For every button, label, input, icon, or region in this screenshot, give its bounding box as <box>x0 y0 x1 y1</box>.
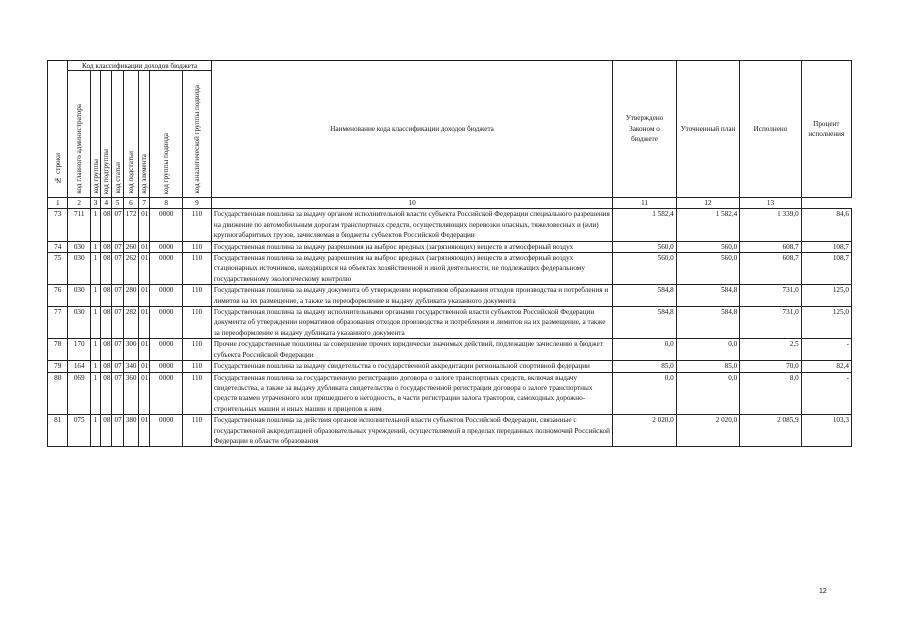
subgroup-code: 08 <box>101 285 112 307</box>
analytic-group-code: 110 <box>183 307 212 339</box>
group-code: 1 <box>90 209 100 241</box>
table-row <box>48 372 852 415</box>
header-executed: Исполнено <box>740 61 801 198</box>
subgroup-code: 08 <box>101 372 112 415</box>
executed-amount: 70,0 <box>740 361 801 372</box>
subarticle-code: 172 <box>123 209 138 241</box>
column-numbers-row <box>48 198 852 209</box>
executed-amount: 8,0 <box>740 372 801 415</box>
column-number: 7 <box>139 198 150 209</box>
analytic-group-code: 110 <box>183 339 212 361</box>
column-number: 8 <box>150 198 183 209</box>
admin-code: 030 <box>68 307 91 339</box>
refined-amount: 560,0 <box>676 253 739 285</box>
header-code-subarticle: код подстатьи <box>123 71 138 198</box>
article-code: 07 <box>112 241 123 252</box>
header-code-subgroup: код подгруппы <box>101 71 112 198</box>
executed-amount: 2,5 <box>740 339 801 361</box>
approved-amount: 560,0 <box>613 241 676 252</box>
execution-percent: 84,6 <box>801 209 851 241</box>
analytic-group-code: 110 <box>183 372 212 415</box>
row-description: Государственная пошлина за государственную регистрацию договора о залоге транспортных средств, включая выдачу свидетельства, а также за выдачу дубликата свидетельства о государственной регистрации договора о залоге транспортных средств взамен утраченного или пришедшего в негодность, в части регистрации залога тракторов, самоходных дорожно-строительных машин и иных машин и прицепов к ним <box>211 372 612 415</box>
header-refined: Уточненный план <box>676 61 739 198</box>
refined-amount: 584,8 <box>676 307 739 339</box>
subtype-group-code: 0000 <box>150 241 183 252</box>
group-code: 1 <box>90 253 100 285</box>
element-code: 01 <box>139 241 150 252</box>
subtype-group-code: 0000 <box>150 285 183 307</box>
subtype-group-code: 0000 <box>150 253 183 285</box>
table-row <box>48 285 852 307</box>
executed-amount: 608,7 <box>740 241 801 252</box>
article-code: 07 <box>112 253 123 285</box>
subarticle-code: 262 <box>123 253 138 285</box>
header-code-article: код статьи <box>112 71 123 198</box>
column-number: 5 <box>112 198 123 209</box>
subgroup-code: 08 <box>101 241 112 252</box>
refined-amount: 2 020,0 <box>676 415 739 447</box>
refined-amount: 0,0 <box>676 372 739 415</box>
row-description: Государственная пошлина за выдачу свидетельства о государственной аккредитации региональной спортивной федерации <box>211 361 612 372</box>
subtype-group-code: 0000 <box>150 339 183 361</box>
row-number: 81 <box>48 415 68 447</box>
subgroup-code: 08 <box>101 361 112 372</box>
column-number: 2 <box>68 198 91 209</box>
analytic-group-code: 110 <box>183 209 212 241</box>
group-code: 1 <box>90 241 100 252</box>
subtype-group-code: 0000 <box>150 415 183 447</box>
subarticle-code: 282 <box>123 307 138 339</box>
column-number: 12 <box>676 198 739 209</box>
element-code: 01 <box>139 285 150 307</box>
element-code: 01 <box>139 415 150 447</box>
element-code: 01 <box>139 209 150 241</box>
row-number: 79 <box>48 361 68 372</box>
approved-amount: 584,8 <box>613 285 676 307</box>
subtype-group-code: 0000 <box>150 307 183 339</box>
executed-amount: 1 339,0 <box>740 209 801 241</box>
refined-amount: 584,8 <box>676 285 739 307</box>
execution-percent: - <box>801 339 851 361</box>
subarticle-code: 340 <box>123 361 138 372</box>
approved-amount: 85,0 <box>613 361 676 372</box>
subgroup-code: 08 <box>101 253 112 285</box>
article-code: 07 <box>112 339 123 361</box>
refined-amount: 1 582,4 <box>676 209 739 241</box>
group-code: 1 <box>90 307 100 339</box>
execution-percent: 108,7 <box>801 241 851 252</box>
row-number: 74 <box>48 241 68 252</box>
row-description: Государственная пошлина за выдачу разрешения на выброс вредных (загрязняющих) веществ в атмосферный воздух <box>211 241 612 252</box>
approved-amount: 0,0 <box>613 372 676 415</box>
row-number: 76 <box>48 285 68 307</box>
element-code: 01 <box>139 307 150 339</box>
article-code: 07 <box>112 415 123 447</box>
column-number: 3 <box>90 198 100 209</box>
row-description: Государственная пошлина за выдачу документа об утверждении нормативов образования отходов производства и потребления и лимитов на их размещение, а также за переоформление и выдачу дубликата указанного документа <box>211 285 612 307</box>
group-code: 1 <box>90 372 100 415</box>
analytic-group-code: 110 <box>183 361 212 372</box>
admin-code: 711 <box>68 209 91 241</box>
row-description: Государственная пошлина за выдачу органом исполнительной власти субъекта Российской Федерации специального разрешения на движение по автомобильным дорогам транспортных средств, осуществляющих перевозки опасных, тяжеловесных и (или) крупногабаритных грузов, зачисляемая в бюджеты субъектов Российской Федерации <box>211 209 612 241</box>
analytic-group-code: 110 <box>183 241 212 252</box>
column-number: 6 <box>123 198 138 209</box>
subgroup-code: 08 <box>101 339 112 361</box>
group-code: 1 <box>90 415 100 447</box>
page-number: 12 <box>819 588 827 595</box>
subarticle-code: 380 <box>123 415 138 447</box>
group-code: 1 <box>90 339 100 361</box>
admin-code: 170 <box>68 339 91 361</box>
article-code: 07 <box>112 372 123 415</box>
approved-amount: 0,0 <box>613 339 676 361</box>
header-percent: Процент исполнения <box>801 61 851 198</box>
analytic-group-code: 110 <box>183 285 212 307</box>
subarticle-code: 360 <box>123 372 138 415</box>
row-description: Государственная пошлина за действия органов исполнительной власти субъектов Российской Федерации, связанные с государственной аккредитацией образовательных учреждений, осуществляемой в пределах переданных полномочий Российской Федерации в области образования <box>211 415 612 447</box>
table-row <box>48 209 852 241</box>
subgroup-code: 08 <box>101 415 112 447</box>
row-description: Прочие государственные пошлины за совершение прочих юридически значимых действий, подлежащие зачислению в бюджет субъекта Российской Федерации <box>211 339 612 361</box>
admin-code: 164 <box>68 361 91 372</box>
refined-amount: 560,0 <box>676 241 739 252</box>
execution-percent: 125,0 <box>801 307 851 339</box>
column-number: 10 <box>211 198 612 209</box>
column-number: 11 <box>613 198 676 209</box>
execution-percent: 82,4 <box>801 361 851 372</box>
executed-amount: 2 085,9 <box>740 415 801 447</box>
row-description: Государственная пошлина за выдачу исполнительными органами государственной власти субъектов Российской Федерации документа об утверждении нормативов образования отходов производства и потребления и лимитов на их размещение, а также за переоформление и выдачу дубликата указанного документа <box>211 307 612 339</box>
admin-code: 069 <box>68 372 91 415</box>
table-row <box>48 241 852 252</box>
header-code-admin: код главного администратора <box>68 71 91 198</box>
table-row <box>48 339 852 361</box>
header-row-number: № строки <box>48 61 68 198</box>
group-code: 1 <box>90 361 100 372</box>
table-row <box>48 415 852 447</box>
row-number: 78 <box>48 339 68 361</box>
refined-amount: 0,0 <box>676 339 739 361</box>
execution-percent: - <box>801 372 851 415</box>
executed-amount: 731,0 <box>740 307 801 339</box>
header-name: Наименование кода классификации доходов бюджета <box>211 61 612 198</box>
header-code-group: код группы <box>90 71 100 198</box>
table-row <box>48 253 852 285</box>
analytic-group-code: 110 <box>183 415 212 447</box>
admin-code: 030 <box>68 285 91 307</box>
subtype-group-code: 0000 <box>150 209 183 241</box>
budget-revenue-table <box>47 60 852 447</box>
table-body <box>48 209 852 447</box>
row-number: 75 <box>48 253 68 285</box>
column-number: 13 <box>740 198 801 209</box>
header-code-analytic-group: код аналитической группы подвида <box>183 71 212 198</box>
executed-amount: 608,7 <box>740 253 801 285</box>
header-code-subtype-group: код группы подвида <box>150 71 183 198</box>
header-approved: Утверждено Законом о бюджете <box>613 61 676 198</box>
element-code: 01 <box>139 361 150 372</box>
approved-amount: 584,8 <box>613 307 676 339</box>
article-code: 07 <box>112 209 123 241</box>
approved-amount: 2 020,0 <box>613 415 676 447</box>
refined-amount: 85,0 <box>676 361 739 372</box>
admin-code: 030 <box>68 253 91 285</box>
execution-percent: 108,7 <box>801 253 851 285</box>
admin-code: 030 <box>68 241 91 252</box>
group-code: 1 <box>90 285 100 307</box>
subgroup-code: 08 <box>101 307 112 339</box>
row-number: 80 <box>48 372 68 415</box>
executed-amount: 731,0 <box>740 285 801 307</box>
article-code: 07 <box>112 285 123 307</box>
admin-code: 075 <box>68 415 91 447</box>
row-number: 73 <box>48 209 68 241</box>
subtype-group-code: 0000 <box>150 361 183 372</box>
element-code: 01 <box>139 253 150 285</box>
row-number: 77 <box>48 307 68 339</box>
analytic-group-code: 110 <box>183 253 212 285</box>
subarticle-code: 280 <box>123 285 138 307</box>
row-description: Государственная пошлина за выдачу разрешения на выброс вредных (загрязняющих) веществ в атмосферный воздух стационарных источников, находящихся на объектах хозяйственной и иной деятельности, не подлежащих федеральному государственному экологическому контролю <box>211 253 612 285</box>
element-code: 01 <box>139 372 150 415</box>
execution-percent: 125,0 <box>801 285 851 307</box>
element-code: 01 <box>139 339 150 361</box>
table-row <box>48 307 852 339</box>
approved-amount: 560,0 <box>613 253 676 285</box>
table-row <box>48 361 852 372</box>
subarticle-code: 260 <box>123 241 138 252</box>
column-number: 1 <box>48 198 68 209</box>
article-code: 07 <box>112 361 123 372</box>
subgroup-code: 08 <box>101 209 112 241</box>
column-number: 9 <box>183 198 212 209</box>
article-code: 07 <box>112 307 123 339</box>
subtype-group-code: 0000 <box>150 372 183 415</box>
execution-percent: 103,3 <box>801 415 851 447</box>
header-code-element: код элемента <box>139 71 150 198</box>
subarticle-code: 300 <box>123 339 138 361</box>
column-number: 4 <box>101 198 112 209</box>
approved-amount: 1 582,4 <box>613 209 676 241</box>
header-classification-group: Код классификации доходов бюджета <box>68 61 211 71</box>
